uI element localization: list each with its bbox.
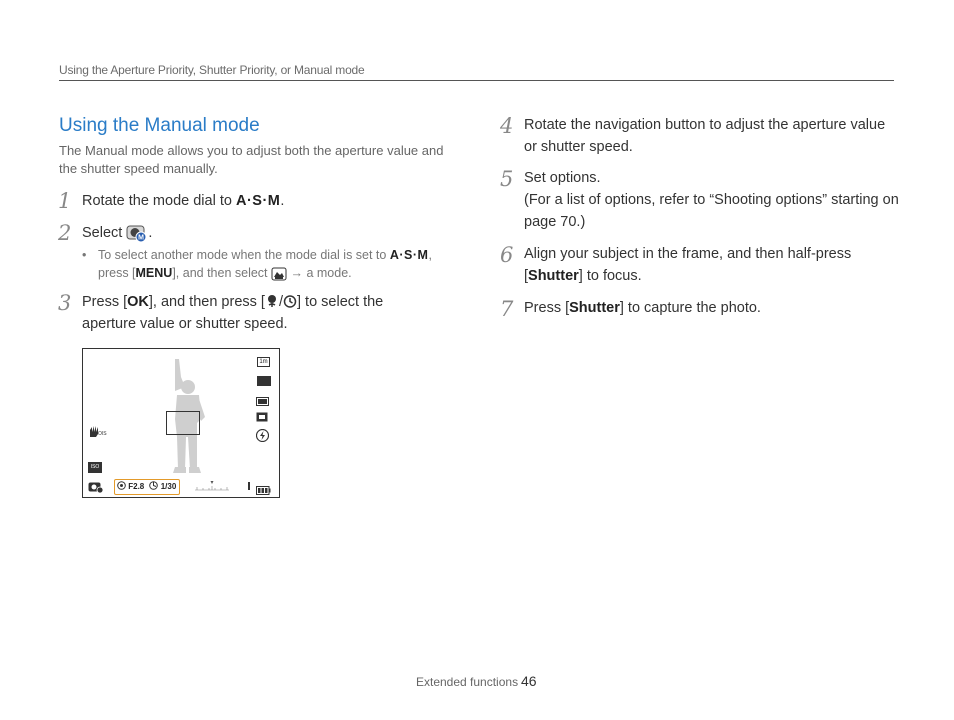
- step-number-6: 6: [500, 243, 514, 267]
- note-asm-mode-label: A·S·M: [389, 248, 429, 262]
- shutter-icon: [146, 482, 160, 491]
- step-7: [524, 297, 899, 319]
- step-number-2: 2: [58, 221, 72, 245]
- step-number-1: 1: [58, 189, 72, 213]
- step-6-text-before: Align your subject in the frame, and then half-press [: [524, 246, 852, 284]
- step-7-text-after: ] to capture the photo.: [619, 300, 761, 316]
- note-part1: To select another mode when the mode dial is set to: [98, 248, 390, 262]
- step-2-note: [82, 246, 452, 282]
- asm-mode-label: A·S·M: [235, 193, 281, 209]
- svg-text:M: M: [138, 234, 145, 242]
- note-part2: ,: [428, 248, 432, 262]
- step-number-5: 5: [500, 167, 514, 191]
- step-2-text-after: .: [148, 225, 153, 241]
- step-4: Rotate the navigation button to adjust the aperture value or shutter speed.: [524, 117, 886, 155]
- battery-icon: [256, 482, 271, 491]
- aperture-value: F2.8: [128, 482, 145, 491]
- note-bullet: •: [82, 248, 87, 262]
- menu-key-label: MENU: [135, 266, 173, 280]
- section-title: Using the Manual mode: [59, 115, 260, 136]
- note-part4: ], and then select: [172, 266, 272, 280]
- scene-mode-icon: [271, 266, 290, 280]
- step-7-text-before: Press [: [524, 300, 570, 316]
- metering-icon: [256, 393, 269, 402]
- photo-size-icon: 1m: [257, 357, 270, 367]
- note-part3: press [: [98, 266, 136, 280]
- step-6-shutter-key: Shutter: [528, 268, 579, 284]
- step-5-line-1: Set options.: [524, 170, 601, 186]
- step-7-shutter-key: Shutter: [569, 300, 620, 316]
- timer-icon: [283, 294, 297, 310]
- camera-screen-illustration: [82, 348, 280, 498]
- step-1-text-after: .: [280, 193, 285, 209]
- iso-icon: ISO: [88, 462, 102, 473]
- manual-mode-screen-icon: [88, 480, 104, 492]
- ok-key-label: OK: [127, 294, 149, 310]
- step-3-text-mid: ], and then press [: [148, 294, 265, 310]
- step-number-7: 7: [500, 297, 514, 321]
- step-6-text-after: ] to focus.: [578, 268, 642, 284]
- step-number-3: 3: [58, 291, 72, 315]
- card-icon: [248, 482, 250, 490]
- flash-icon: [256, 429, 269, 442]
- section-intro: The Manual mode allows you to adjust both the aperture value and the shutter speed manually.: [59, 143, 444, 176]
- ois-label: OIS: [98, 431, 107, 437]
- step-6: [524, 243, 899, 287]
- step-1-text-before: Rotate the mode dial to: [82, 193, 236, 209]
- quality-icon: [257, 376, 271, 386]
- step-5-line-2: (For a list of options, refer to “Shooting options” starting on page 70.): [524, 192, 899, 230]
- exposure-meter: [193, 480, 231, 492]
- step-2-text-before: Select: [82, 225, 127, 241]
- step-number-4: 4: [500, 114, 514, 138]
- step-1: [82, 190, 462, 212]
- focus-frame: [166, 411, 200, 435]
- header-divider: [59, 80, 894, 81]
- footer-section-label: Extended functions: [416, 675, 519, 689]
- step-3-text-before: Press [: [82, 294, 128, 310]
- aperture-icon: [115, 482, 128, 491]
- page-number: 46: [521, 673, 537, 689]
- step-3: Press [OK], and then press [ / ] to select the aperture value or shutter speed.: [82, 294, 384, 332]
- step-2: [82, 222, 462, 244]
- running-header: Using the Aperture Priority, Shutter Priority, or Manual mode: [59, 63, 365, 77]
- note-part5: → a mode.: [290, 266, 352, 280]
- exposure-values: [114, 479, 180, 495]
- step-3-text-after: ] to select the aperture value or shutter speed.: [82, 294, 384, 332]
- manual-mode-icon: [126, 223, 148, 243]
- white-balance-icon: [256, 409, 268, 419]
- shutter-value: 1/30: [160, 482, 177, 491]
- macro-icon: [265, 294, 279, 310]
- step-5: [524, 167, 899, 233]
- ois-icon: [88, 425, 107, 439]
